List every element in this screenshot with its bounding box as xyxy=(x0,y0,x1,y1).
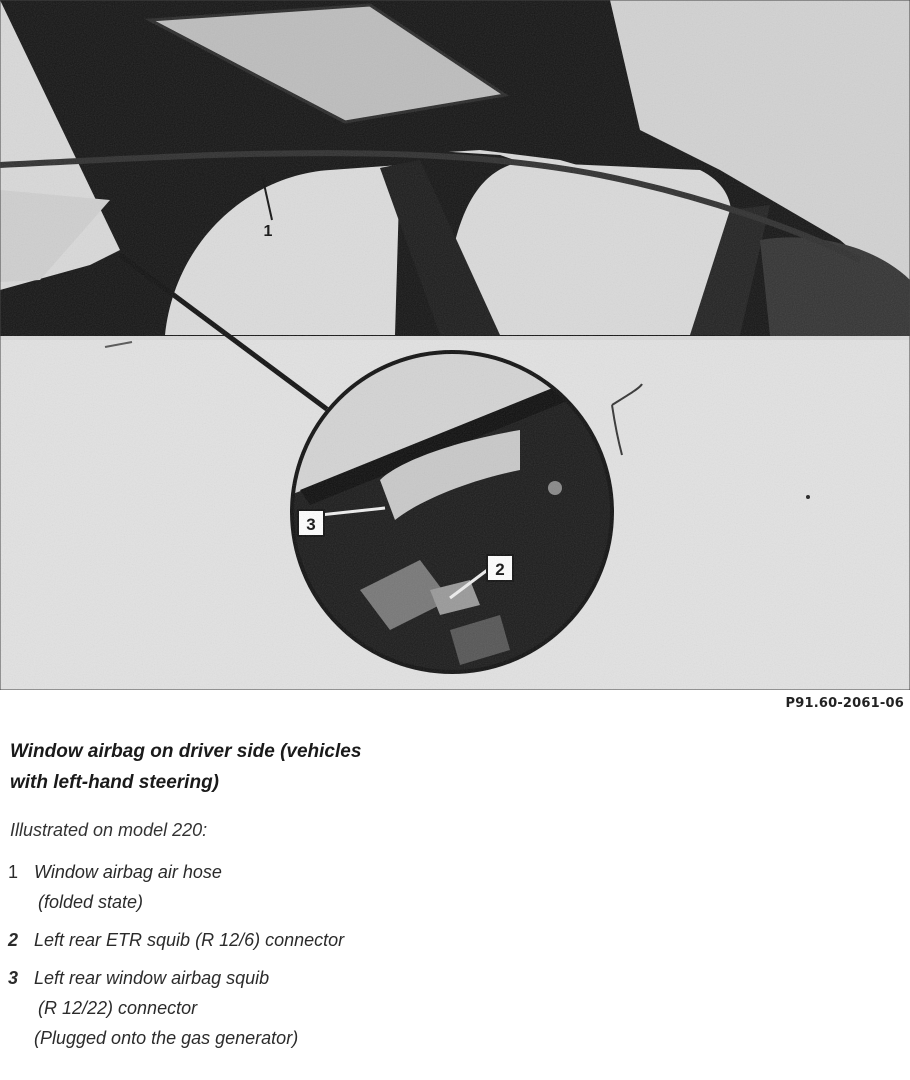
legend-text-1b: (folded state) xyxy=(38,892,144,912)
legend-number-3: 3 xyxy=(8,968,19,988)
legend-item-3 xyxy=(8,962,298,1054)
legend-item-1 xyxy=(8,856,222,918)
legend-text-1a: Window airbag air hose xyxy=(34,862,222,882)
legend-text-2a: Left rear ETR squib (R 12/6) connector xyxy=(34,930,345,950)
caption-intro: Illustrated on model 220: xyxy=(10,820,208,840)
legend-number-1: 1 xyxy=(8,862,19,882)
legend-text-3b: (R 12/22) connector xyxy=(38,998,198,1018)
caption-title-line-2: with left-hand steering) xyxy=(10,772,219,793)
caption-title-line-1: Window airbag on driver side (vehicles xyxy=(10,741,362,762)
legend-number-2: 2 xyxy=(8,930,19,950)
legend-text-3c: (Plugged onto the gas generator) xyxy=(34,1028,299,1048)
figure-code: P91.60-2061-06 xyxy=(785,696,904,711)
legend-item-2 xyxy=(8,924,344,956)
caption-title xyxy=(10,736,440,798)
legend-text-3a: Left rear window airbag squib xyxy=(34,968,270,988)
